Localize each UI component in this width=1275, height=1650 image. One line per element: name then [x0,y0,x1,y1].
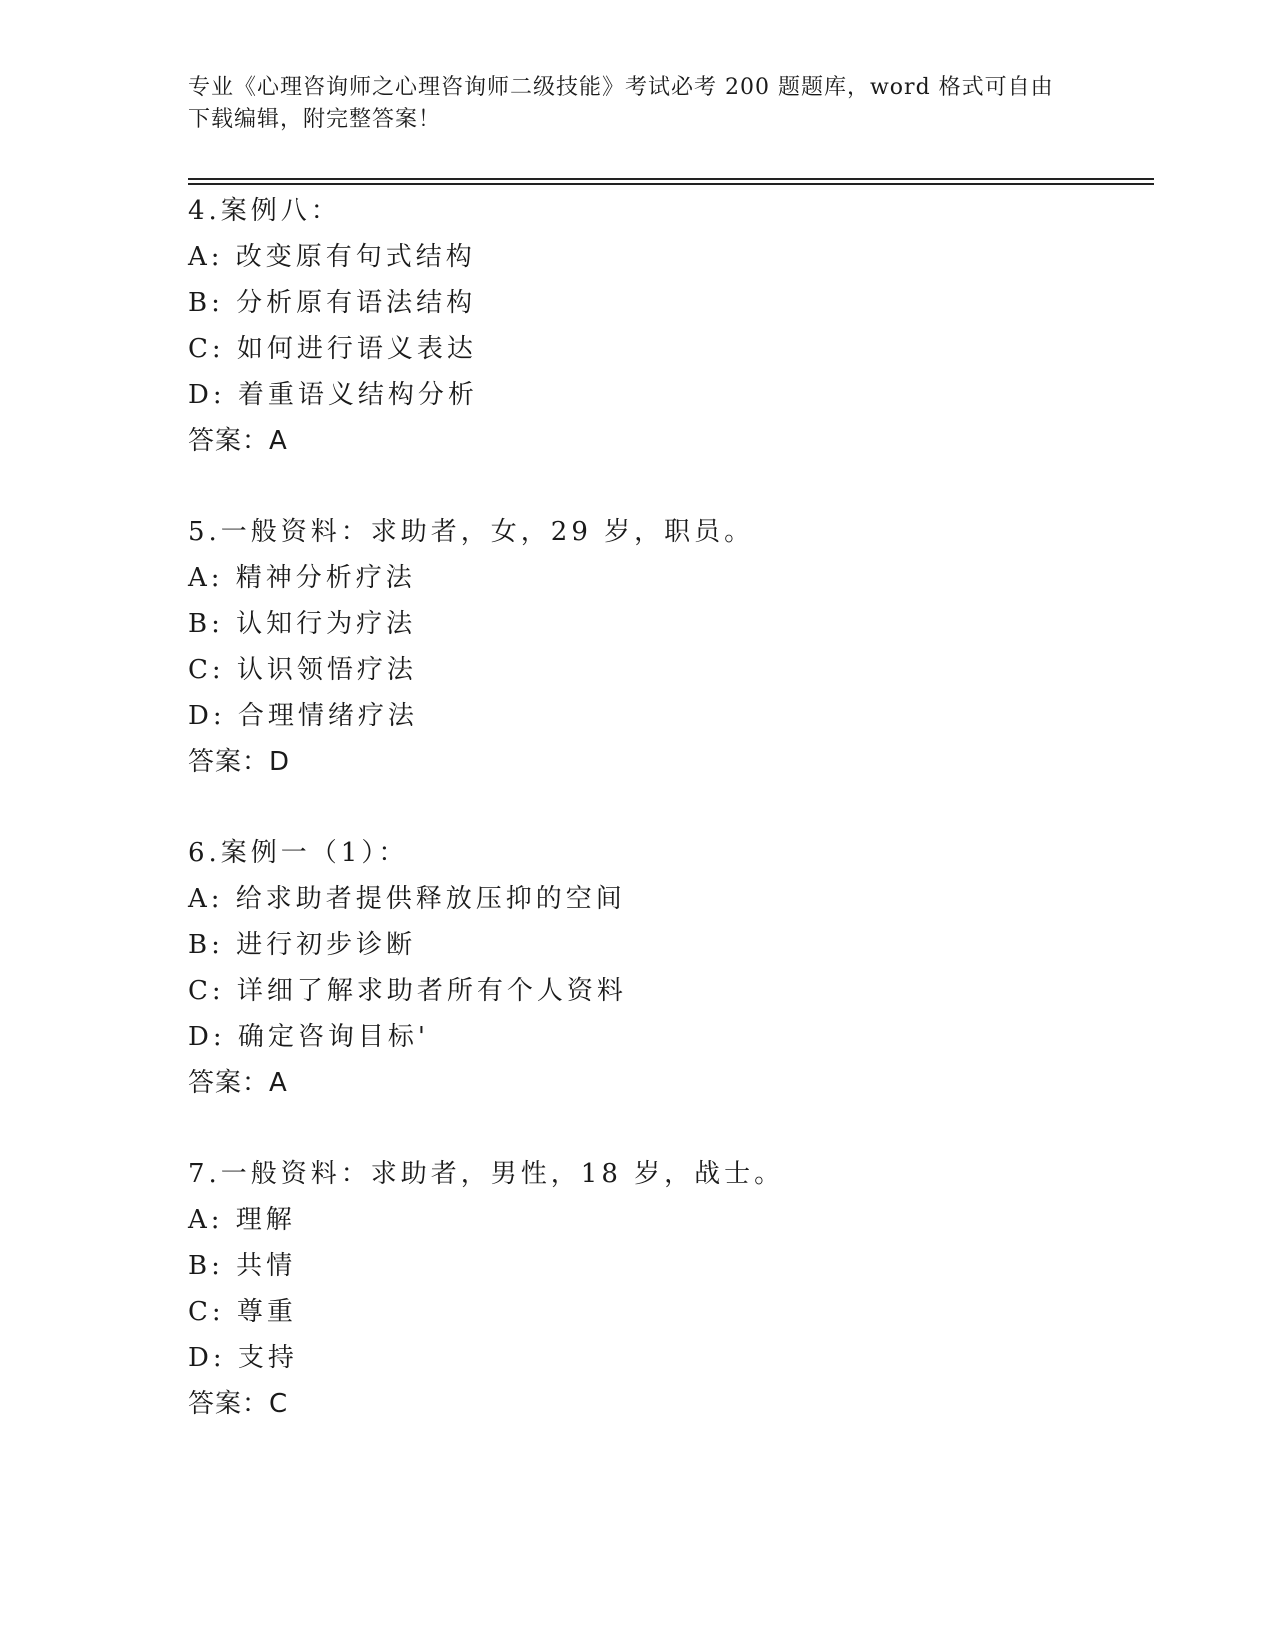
option-c: C: 认识领悟疗法 [188,655,417,685]
question-5 [188,509,1148,785]
option-b: B: 分析原有语法结构 [188,288,477,318]
option-c: C: 如何进行语义表达 [188,334,477,364]
question-stem: 4.案例八： [188,196,341,226]
answer-line: 答案：A [188,1068,288,1098]
option-b: B: 共情 [188,1251,297,1281]
option-b: B: 进行初步诊断 [188,930,417,960]
option-d: D: 合理情绪疗法 [188,701,418,731]
question-7 [188,1151,1148,1427]
option-a: A: 给求助者提供释放压抑的空间 [188,884,626,914]
option-a: A: 改变原有句式结构 [188,242,476,272]
option-c: C: 详细了解求助者所有个人资料 [188,976,627,1006]
option-b: B: 认知行为疗法 [188,609,417,639]
document-header: 专业《心理咨询师之心理咨询师二级技能》考试必考 200 题题库，word 格式可自由下载编辑，附完整答案！ [188,75,1054,132]
answer-line: 答案：D [188,747,291,777]
option-d: D: 确定咨询目标' [188,1022,430,1052]
header-divider-top [188,178,1154,180]
question-stem: 7.一般资料：求助者，男性，18 岁，战士。 [188,1159,785,1189]
question-6 [188,830,1148,1106]
question-stem: 5.一般资料：求助者，女，29 岁，职员。 [188,517,755,547]
question-4 [188,188,1148,464]
header-divider-bottom [188,183,1154,185]
question-list [188,188,1148,1472]
option-a: A: 理解 [188,1205,296,1235]
question-stem: 6.案例一（1）： [188,838,409,868]
option-d: D: 支持 [188,1343,298,1373]
answer-line: 答案：A [188,426,288,456]
option-a: A: 精神分析疗法 [188,563,416,593]
option-c: C: 尊重 [188,1297,297,1327]
option-d: D: 着重语义结构分析 [188,380,478,410]
answer-line: 答案：C [188,1389,289,1419]
